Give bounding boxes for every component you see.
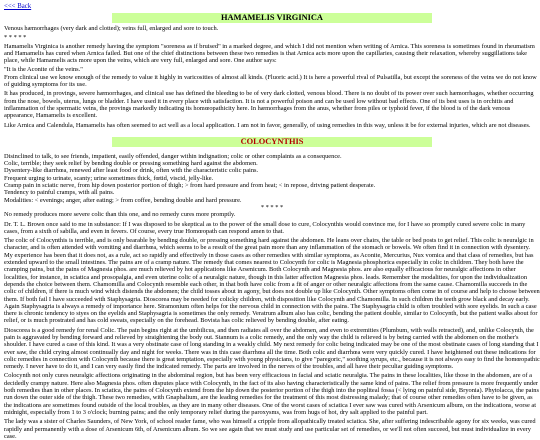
- hamamelis-paragraph-1: Hamamelis Virginica is another remedy having the symptom "soreness as if bruised" in a marked degree, and which I did not mention when writing of Arnica. This soreness is sometimes found in rheumatism and Hamamelis has cured when Arnica failed. But one of the chief distinctions between these two remedies is that Arnica acts more upon the capillaries, causing their relaxation, whereby suggillations take place, while Hamamelis acts more upon the veins, which are very full, enlarged and sore. One author says:: [4, 42, 535, 65]
- colocynthis-stars: * * * * *: [260, 203, 284, 211]
- back-link[interactable]: <<< Back: [4, 3, 32, 10]
- keynote-line: Disinclined to talk, to see friends, impatient, easily offended, danger within indignation; colic or other complaints as a consequence.: [4, 152, 342, 160]
- colocynthis-paragraph-1: No remedy produces more severe colic than this one, and no remedy cures more promptly.: [4, 211, 236, 219]
- hamamelis-paragraph-2: From clinical use we know enough of the remedy to value it highly in varicosities of almost all kinds. (Fluoric acid.) It is here a powerful rival of Pulsatilla, but except the soreness of the veins we do not know of guiding symptoms for its use.: [4, 73, 537, 89]
- colocynthis-paragraph-4: Dioscorea is a good remedy for renal Colic. The pain begins right at the umbilicus, and then radiates all over the abdomen, and even to extremities (Plumbum, with walls retracted), and, unlike Colocynth, the pain is aggravated by bending forward and relieved by straightening the body out. Stannum is a colic remedy, and the only way the child is relieved is by being carried with the abdomen on the mother's shoulder. I have cured a case of this kind. It was a very obstinate case of long standing in a weakly child. My next remedy for colic being indicated may be one of the most obstinate cases of long standing that I ever saw, the child crying almost continually day and night for weeks. There was in this case diarrhœa all the time. Both colic and diarrhœa were very quickly cured. I have heightened out these indications for colic remedies in connection with Colocynth because there is great temptation, especially with young physicians, to give "paregoric," soothing syrups, etc., because it is not always easy to find the homœopathic remedy. I never have to do it, and I can very easily find the indicated remedy. The parts are involved in the nerves of the troubles, and all have their peculiar guiding symptoms.: [4, 326, 540, 371]
- keynote-line: Colic, terrible; they seek relief by bending double or pressing something hard against the abdomen.: [4, 160, 258, 168]
- hamamelis-paragraph-3: It has produced, in provings, severe hæmorrhages, and clinical use has defined the bleeding to be of very dark clotted, venous blood. There is no doubt of its power over such hæmorrhages, whether occurring from the nose, bowels, uterus, lungs or bladder. I have used it in every place with satisfaction. It is not a powerful poison and can be used low without bad effects. One of its best uses is in orchitis and inflammation of the spermatic veins, the provings markedly indicating its homœopathicity here. In hæmorrhages from the anus, whether from piles or typhoid fever, if the blood is of the dark venous appearance, Hamamelis is excellent.: [4, 90, 534, 120]
- keynote-line: Tendency to painful cramps, with all pains.: [4, 189, 115, 197]
- back-link-row: [4, 3, 540, 11]
- colocynthis-paragraph-5: Colocynth not only cures neuralgic affections originating in the abdominal region, but has been very efficacious in facial and sciatic neuralgia. The pains in these localities, like those in the abdomen, are of a decidedly crampy nature. Here also Magnesia phos. often disputes place with Colocynth, in the fact of its also having characteristically the same kind of pains. The relief from pressure is more frequently under both remedies than in other places. In sciatica, the pains of Colocynth extend from the hip down the posterior portion of the thigh into the popliteal fossa (< lying on painful side, Bryonia). Phytolacca, the pains run down the outer side of the thigh. These two remedies, with Gnaphalium, are the leading remedies for the treatment of this most distressing malady; that of course other remedies often have to be given, as the indications are sometimes found outside of the local troubles, as they are in many other diseases. One of the worst cases of sciatica I ever saw was cured with Arsenicum album, on the indications, worse at midnight, especially from 1 to 3 o'clock; burning pains; and the only temporary relief during the paroxysms, was from hugs of hot, dry salt applied to the painful part.: [4, 372, 539, 416]
- keynote-line: Cramp pain in sciatic nerve, from hip down posterior portion of thigh; > from hard pressure and from heat; < in repose, driving patient desperate.: [4, 182, 376, 190]
- keynote-line: Frequent urging to urinate, scanty; urine sometimes thick, fœtid, viscid, jelly-like.: [4, 174, 214, 182]
- keynote-line: Modalities: < evenings; anger, after eating; > from coffee, bending double and hard pressure.: [4, 196, 242, 204]
- hamamelis-quote: "It is the Aconite of the veins.": [4, 66, 83, 74]
- hamamelis-stars: * * * * *: [4, 34, 27, 42]
- section-heading-hamamelis: HAMAMELIS VIRGINICA: [112, 13, 432, 23]
- colocynthis-paragraph-6: The lady was a sister of Charles Saunders, of New York, of school reader fame, who was himself a cripple from allopathically treated sciatica. She, after suffering indescribable agony for six weeks, was cured rapidly and permanently with a dose of Arsenicum 6th, of Arsenicum album. So we see again that we must study and use particular set of remedies, or we'll not often succeed, but must individualize in every case.: [4, 418, 536, 440]
- section-heading-colocynthis: COLOCYNTHIS: [112, 137, 432, 147]
- colocynthis-paragraph-3: The colic of Colocynthis is terrible, and is only bearable by bending double, or pressing something hard against the abdomen. He leans over chairs, the table or bed posts to get relief. This colic is neuralgic in character, and is often attended with vomiting and diarrhœa, which seems to be a result of the great pain more than any inflammation of the stomach or bowels. We often find it in connection with dysentery. My experience has been that it does not, as a rule, act so rapidly and effectively in those cases as other remedies with similar symptoms, as Aconite, Mercurius, Nux vomica and that class of remedies, but has extended upward to the small intestines. The pains are of a cramp nature. The remedy that comes nearest to Colocynth for colic is Magnesia phosphorica especially in colic in children. They both have the cramping pains, but the pains of Magnesia phos. are much relieved by hot applications like Arsenicum. Both Colocynth and Magnesia phos. are also equally efficacious for neuralgic affections in other localities, for instance, in sciatica and prosopalgia, and even uterine colic of a neuralgic nature, though in this latter affection Magnesia phos. leads. Remember the modalities, for upon the individualization depends the choice between them. Chamomilla and Colocynth resemble each other, in that both have colic from a fit of anger or other neuralgic affections from the same cause. Chamomilla succeeds in the colic of children, if there is much wind which distends the abdomen; the child tosses about in agony, but does not double up like Colocynth. Other symptoms often come in of course and help to choose between them. If both fail I have succeeded with Staphysagria. Dioscorea may be needed for colicky children, with disposition like Colocynth and Chamomilla. In such children the teeth grow black and decay early. Again Staphysagria is always a remedy of importance here. Stramonium often helps for the nervous child in connection with the pains. The Staphysagria child is often troubled with sore eyelids. In such a case there is chronic tendency to styes on the eyelids and Staphysagria is sometimes the only remedy. Veratrum album also has colic, bending the patient double, similar to Colocynth, but the patient walks about for relief, or is much prostrated and has cold sweats, especially on the forehead. Bovista has colic relieved by bending double, after eating.: [4, 237, 540, 325]
- hamamelis-paragraph-4: Like Arnica and Calendula, Hamamelis has often seemed to act well as a local application. I am not in favor, generally, of using remedies in this way, unless it be for external injuries, which are not diseases.: [4, 121, 531, 129]
- colocynthis-keynotes: [4, 153, 540, 204]
- hamamelis-summary: Venous hæmorrhages (very dark and clotted); veins full, enlarged and sore to touch.: [4, 25, 219, 32]
- keynote-line: Dysentery-like diarrhœa, renewed after least food or drink, often with the characteristic colic pains.: [4, 167, 259, 175]
- colocynthis-paragraph-2: Dr. T. L. Brown once said to me in substance: If I was disposed to be skeptical as to the power of the small dose to cure, Colocynthis would convince me, for I have so promptly cured severe colic in many cases, from a sixth of sabilla, and even in fevers. Of course, every true Homœopath can respond amen to that.: [4, 220, 526, 235]
